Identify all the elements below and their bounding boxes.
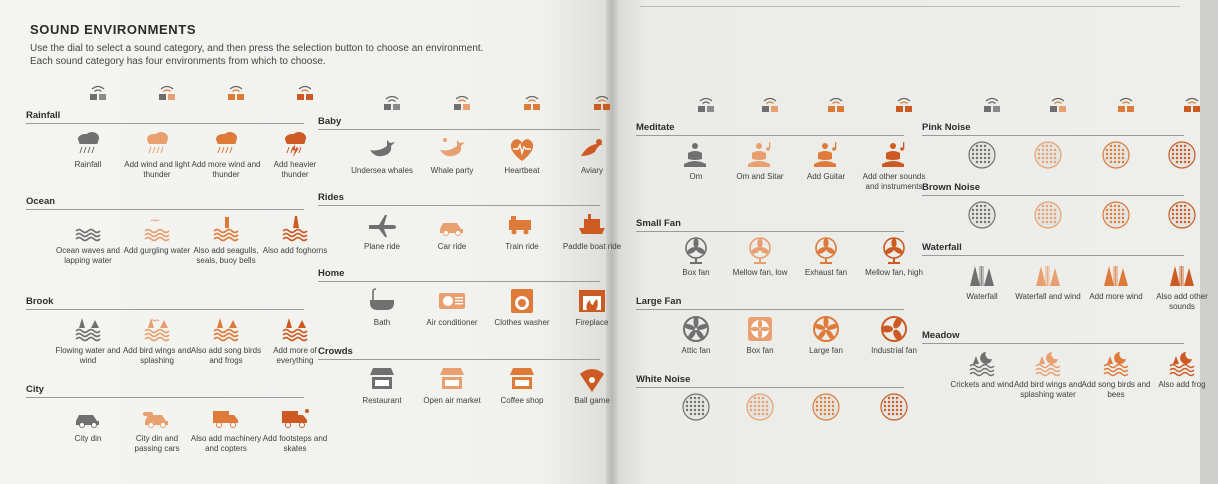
environment-caption: Restaurant	[362, 396, 402, 405]
brook-icon	[52, 314, 124, 344]
desk-fan-icon	[790, 236, 862, 266]
environment-item	[121, 402, 193, 454]
category-label: Brown Noise	[922, 182, 981, 193]
environment-item	[946, 140, 1018, 172]
selection-indicator-icon	[823, 94, 849, 114]
environment-item	[858, 140, 930, 192]
paddle-boat-icon	[556, 210, 628, 240]
environment-item	[190, 402, 262, 454]
environment-item	[556, 286, 628, 328]
intro-line: Each sound category has four environments from which to choose.	[30, 56, 326, 67]
environment-caption: Add wind and light thunder	[124, 160, 190, 179]
environment-item	[660, 392, 732, 424]
environment-item	[486, 134, 558, 176]
category-label: Brook	[26, 296, 54, 307]
selection-indicator-icon	[154, 82, 180, 102]
environment-item	[346, 210, 418, 252]
environment-item	[190, 128, 262, 180]
environment-item	[790, 236, 862, 278]
box-fan-icon	[724, 314, 796, 344]
environment-item	[790, 140, 862, 182]
waterfall-icon	[946, 260, 1018, 290]
environment-caption: Ocean waves and lapping water	[55, 246, 121, 265]
environment-item	[724, 140, 796, 182]
environment-item	[1012, 140, 1084, 172]
selection-indicator-icon	[693, 94, 719, 114]
environment-caption: Heartbeat	[504, 166, 540, 175]
ball-game-icon	[556, 364, 628, 394]
selection-indicator-icon	[1113, 94, 1139, 114]
top-rule	[640, 6, 1180, 7]
environment-caption: Also add frog	[1158, 380, 1206, 389]
environment-item	[1146, 348, 1218, 390]
meadow-night-icon	[1146, 348, 1218, 378]
waterfall-icon	[1146, 260, 1218, 290]
page-title: SOUND ENVIRONMENTS	[30, 22, 197, 37]
sound-category-section	[922, 242, 1208, 316]
washer-icon	[486, 286, 558, 316]
environment-item	[724, 392, 796, 424]
cars-icon	[121, 402, 193, 432]
category-divider	[636, 231, 904, 232]
environment-caption: Add bird wings and splashing water	[1013, 380, 1083, 399]
car-icon	[52, 402, 124, 432]
environment-item	[1012, 260, 1084, 302]
environment-item	[52, 402, 124, 444]
environment-item	[1012, 200, 1084, 232]
environment-item	[346, 286, 418, 328]
category-label: Meditate	[636, 122, 675, 133]
environment-caption: Box fan	[746, 346, 774, 355]
meditate-music-icon	[858, 140, 930, 170]
train-icon	[486, 210, 558, 240]
environment-item	[858, 314, 930, 356]
storm-cloud-icon	[121, 128, 193, 158]
environment-item	[121, 214, 193, 256]
environment-caption: Waterfall	[966, 292, 998, 301]
sound-category-section	[26, 296, 317, 370]
meditate-icon	[660, 140, 732, 170]
selection-indicator-icon	[1045, 94, 1071, 114]
environment-caption: Crickets and wind	[950, 380, 1014, 389]
environment-item	[946, 200, 1018, 232]
selection-indicator-icon	[379, 92, 405, 112]
environment-caption: Also add other sounds	[1156, 292, 1208, 311]
category-divider	[922, 343, 1184, 344]
environment-item	[486, 210, 558, 252]
truck-icon	[190, 402, 262, 432]
desk-fan-icon	[724, 236, 796, 266]
environment-item	[556, 134, 628, 176]
sound-category-section	[636, 218, 923, 292]
category-divider	[318, 281, 600, 282]
category-label: Ocean	[26, 196, 56, 207]
whale-party-icon	[416, 134, 488, 164]
environment-item	[486, 364, 558, 406]
category-divider	[636, 309, 904, 310]
environment-caption: Also add foghorns	[262, 246, 328, 255]
environment-caption: Waterfall and wind	[1015, 292, 1081, 301]
selection-indicator-icon	[589, 92, 615, 112]
environment-caption: Large fan	[809, 346, 843, 355]
environment-caption: Add other sounds and instruments	[862, 172, 926, 191]
desk-fan-icon	[660, 236, 732, 266]
selection-indicator-icon	[449, 92, 475, 112]
meditate-music-icon	[724, 140, 796, 170]
waves-birds-icon	[121, 214, 193, 244]
environment-caption: Undersea whales	[351, 166, 413, 175]
sound-category-section	[922, 330, 1206, 404]
desk-fan-icon	[858, 236, 930, 266]
attic-fan-icon	[660, 314, 732, 344]
environment-caption: Aviary	[580, 166, 604, 175]
restaurant-icon	[346, 364, 418, 394]
environment-caption: Mellow fan, high	[865, 268, 923, 277]
category-label: Waterfall	[922, 242, 962, 253]
sound-category-section	[636, 296, 917, 370]
category-label: Rides	[318, 192, 344, 203]
brook-birds-icon	[121, 314, 193, 344]
environment-item	[346, 364, 418, 406]
selection-indicator-icon	[223, 82, 249, 102]
environment-caption: City din and passing cars	[134, 434, 180, 453]
meadow-night-icon	[946, 348, 1018, 378]
intro-line: Use the dial to select a sound category, and then press the selection button to choose an environment.	[30, 43, 484, 54]
selection-indicator-icon	[979, 94, 1005, 114]
environment-caption: Add bird wings and splashing	[122, 346, 192, 365]
environment-caption: Car ride	[437, 242, 467, 251]
category-divider	[922, 135, 1184, 136]
large-fan-icon	[790, 314, 862, 344]
noise-dots-icon	[1146, 140, 1218, 170]
category-divider	[26, 397, 304, 398]
sound-category-section	[26, 110, 317, 184]
environment-item	[416, 134, 488, 176]
environment-caption: Add more wind and thunder	[191, 160, 261, 179]
noise-dots-icon	[1146, 200, 1218, 230]
environment-caption: Exhaust fan	[804, 268, 848, 277]
environment-item	[52, 128, 124, 170]
selection-indicator-icon	[292, 82, 318, 102]
meadow-night-icon	[1012, 348, 1084, 378]
environment-item	[346, 134, 418, 176]
environment-caption: Attic fan	[681, 346, 711, 355]
environment-item	[1080, 140, 1152, 172]
noise-dots-icon	[946, 140, 1018, 170]
environment-caption: Plane ride	[363, 242, 401, 251]
environment-caption: Flowing water and wind	[55, 346, 121, 365]
category-label: Meadow	[922, 330, 960, 341]
environment-caption: Bath	[373, 318, 391, 327]
noise-dots-icon	[1012, 140, 1084, 170]
noise-dots-icon	[660, 392, 732, 422]
environment-item	[556, 364, 628, 406]
environment-item	[724, 314, 796, 356]
environment-item	[660, 236, 732, 278]
category-divider	[922, 255, 1184, 256]
environment-caption: Add more of everything	[273, 346, 317, 365]
coffee-shop-icon	[486, 364, 558, 394]
category-divider	[26, 123, 304, 124]
sound-category-section	[636, 122, 926, 196]
plane-icon	[346, 210, 418, 240]
environment-item	[121, 128, 193, 180]
environment-item	[190, 214, 262, 266]
environment-item	[946, 260, 1018, 302]
intro-text	[30, 42, 550, 68]
selection-indicator-icon	[519, 92, 545, 112]
sound-category-section	[318, 192, 622, 266]
whale-icon	[346, 134, 418, 164]
sound-category-section	[26, 384, 328, 458]
environment-item	[1080, 200, 1152, 232]
sound-category-section	[318, 268, 609, 342]
industrial-fan-icon	[858, 314, 930, 344]
environment-item	[1146, 200, 1218, 232]
environment-item	[121, 314, 193, 366]
car-icon	[416, 210, 488, 240]
selection-indicator-icon	[85, 82, 111, 102]
heartbeat-icon	[486, 134, 558, 164]
environment-item	[416, 364, 488, 406]
category-divider	[318, 129, 600, 130]
environment-caption: Add footsteps and skates	[262, 434, 328, 453]
buoy-icon	[190, 214, 262, 244]
selection-indicator-icon	[891, 94, 917, 114]
category-label: City	[26, 384, 44, 395]
noise-dots-icon	[1080, 140, 1152, 170]
environment-caption: Mellow fan, low	[732, 268, 788, 277]
selection-indicator-icon	[757, 94, 783, 114]
environment-caption: Rainfall	[74, 160, 102, 169]
category-label: Large Fan	[636, 296, 682, 307]
noise-dots-icon	[858, 392, 930, 422]
environment-item	[790, 392, 862, 424]
fireplace-icon	[556, 286, 628, 316]
environment-item	[1080, 260, 1152, 302]
environment-caption: Paddle boat ride	[562, 242, 622, 251]
category-divider	[636, 135, 904, 136]
category-divider	[318, 359, 600, 360]
waterfall-icon	[1080, 260, 1152, 290]
bird-icon	[556, 134, 628, 164]
environment-item	[660, 314, 732, 356]
cloud-rain-icon	[52, 128, 124, 158]
meadow-night-icon	[1080, 348, 1152, 378]
brook-frogs-icon	[190, 314, 262, 344]
environment-item	[1080, 348, 1152, 400]
environment-caption: Open air market	[423, 396, 481, 405]
category-divider	[26, 309, 304, 310]
category-label: Small Fan	[636, 218, 681, 229]
environment-caption: Add more wind	[1089, 292, 1143, 301]
noise-dots-icon	[1080, 200, 1152, 230]
environment-caption: Box fan	[682, 268, 710, 277]
market-icon	[416, 364, 488, 394]
environment-caption: Add gurgling water	[123, 246, 191, 255]
environment-item	[1012, 348, 1084, 400]
environment-item	[858, 236, 930, 278]
category-label: White Noise	[636, 374, 691, 385]
environment-caption: Also add machinery and copters	[190, 434, 262, 453]
environment-caption: Industrial fan	[871, 346, 917, 355]
waterfall-icon	[1012, 260, 1084, 290]
waves-icon	[52, 214, 124, 244]
environment-caption: Add Guitar	[806, 172, 846, 181]
noise-dots-icon	[790, 392, 862, 422]
category-divider	[318, 205, 600, 206]
category-divider	[922, 195, 1184, 196]
category-label: Pink Noise	[922, 122, 971, 133]
category-label: Home	[318, 268, 345, 279]
environment-caption: Add heavier thunder	[273, 160, 317, 179]
environment-caption: Fireplace	[575, 318, 609, 327]
sound-category-section	[318, 346, 610, 420]
environment-item	[486, 286, 558, 328]
sound-category-section	[636, 374, 904, 448]
noise-dots-icon	[724, 392, 796, 422]
selection-indicator-icon	[1179, 94, 1205, 114]
environment-item	[416, 210, 488, 252]
sound-category-section	[26, 196, 328, 270]
category-divider	[636, 387, 904, 388]
environment-caption: Om	[689, 172, 703, 181]
environment-item	[724, 236, 796, 278]
environment-caption: Clothes washer	[494, 318, 550, 327]
environment-item	[1146, 260, 1218, 312]
environment-caption: Ball game	[574, 396, 610, 405]
environment-item	[556, 210, 628, 252]
category-label: Crowds	[318, 346, 353, 357]
category-label: Rainfall	[26, 110, 61, 121]
environment-item	[946, 348, 1018, 390]
environment-item	[660, 140, 732, 182]
environment-caption: Air conditioner	[426, 318, 478, 327]
environment-item	[190, 314, 262, 366]
air-conditioner-icon	[416, 286, 488, 316]
category-divider	[26, 209, 304, 210]
environment-item	[52, 214, 124, 266]
category-label: Baby	[318, 116, 342, 127]
environment-item	[52, 314, 124, 366]
environment-caption: Coffee shop	[500, 396, 544, 405]
environment-caption: Om and Sitar	[736, 172, 784, 181]
storm-cloud-icon	[190, 128, 262, 158]
bathtub-icon	[346, 286, 418, 316]
environment-caption: Train ride	[505, 242, 539, 251]
environment-caption: Add song birds and bees	[1081, 380, 1151, 399]
meditate-music-icon	[790, 140, 862, 170]
environment-item	[1146, 140, 1218, 172]
environment-caption: Also add seagulls, seals, buoy bells	[193, 246, 259, 265]
noise-dots-icon	[946, 200, 1018, 230]
environment-item	[790, 314, 862, 356]
environment-caption: Whale party	[430, 166, 474, 175]
environment-item	[858, 392, 930, 424]
noise-dots-icon	[1012, 200, 1084, 230]
environment-caption: Also add song birds and frogs	[190, 346, 262, 365]
environment-caption: City din	[74, 434, 102, 443]
sound-category-section	[318, 116, 604, 190]
environment-item	[416, 286, 488, 328]
